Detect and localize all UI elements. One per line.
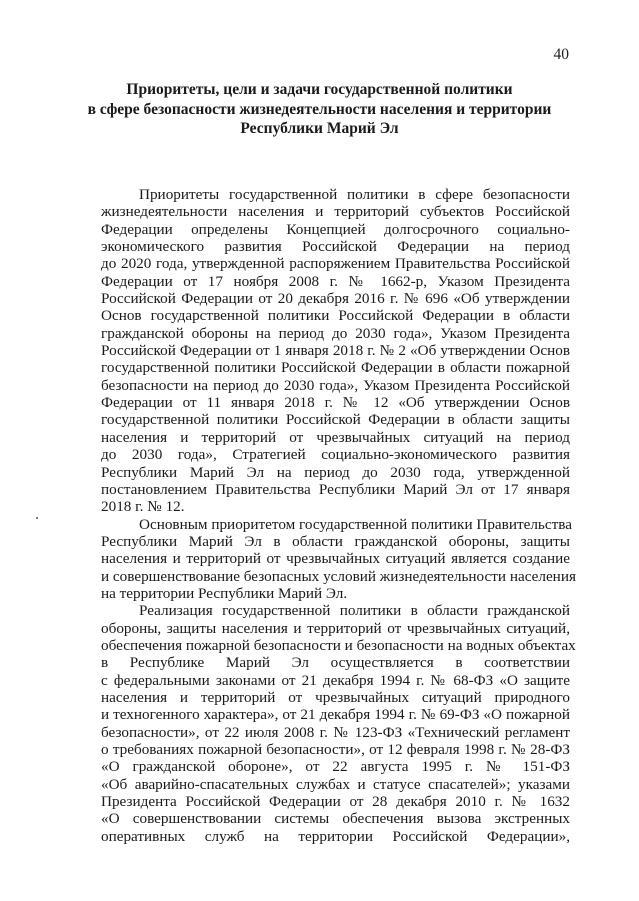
paragraph-line: «Об аварийно-спасательных службах и статусе спасателей»; указами	[101, 775, 570, 793]
paragraph-line: 2018 г. № 12.	[101, 498, 185, 516]
document-body	[101, 186, 576, 845]
paragraph-line: на территории Республики Марий Эл.	[101, 584, 348, 602]
paragraph-line: о требованиях пожарной безопасности», от 12 февраля 1998 г. № 28-ФЗ	[101, 741, 570, 758]
paragraph-line: Республики Марий Эл на период до 2030 года, утвержденной	[101, 463, 570, 481]
paragraph-line: Приоритеты государственной политики в сфере безопасности	[139, 186, 570, 203]
paragraph-line: Республики Марий Эл в области гражданской обороны, защиты	[101, 532, 570, 550]
paragraph-line: Основным приоритетом государственной политики Правительства	[139, 515, 572, 533]
paragraph-line: жизнедеятельности населения и территорий субъектов Российской	[101, 203, 570, 221]
paragraph-line: населения и территорий от чрезвычайных ситуаций на период	[101, 428, 570, 446]
paragraph-line: Федерации от 17 ноября 2008 г. № 1662-р, Указом Президента	[101, 272, 570, 290]
paragraph-line: оперативных служб на территории Российской Федерации»,	[101, 827, 570, 845]
paragraph-line: с федеральными законами от 21 декабря 1994 г. № 68-ФЗ «О защите	[101, 671, 570, 689]
paragraph-line: до 2030 года», Стратегией социально-экономического развития	[101, 446, 570, 464]
page-number: 40	[553, 46, 569, 63]
paragraph	[101, 186, 570, 516]
paragraph-line: «О совершенствовании системы обеспечения вызова экстренных	[101, 810, 570, 828]
paragraph-line: постановлением Правительства Республики Марий Эл от 17 января	[101, 480, 570, 498]
paragraph-line: в Республике Марий Эл осуществляется в соответствии	[101, 654, 570, 672]
paragraph-line: гражданской обороны на период до 2030 года», Указом Президента	[101, 324, 570, 342]
paragraph-line: обороны, защиты населения и территорий от чрезвычайных ситуаций,	[101, 619, 570, 637]
paragraph-line: безопасности на период до 2030 года», Указом Президента Российской	[101, 376, 570, 394]
paragraph-line: Российской Федерации от 20 декабря 2016 г. № 696 «Об утверждении	[101, 290, 570, 308]
paragraph-line: государственной политики Российской Федерации в области защиты	[101, 411, 570, 429]
section-title-line-1: Приоритеты, цели и задачи государственной политики	[126, 81, 513, 98]
paragraph-line: населения и территорий от чрезвычайных ситуаций является создание	[101, 550, 570, 568]
paragraph-line: «О гражданской обороне», от 22 августа 1995 г. № 151-ФЗ	[101, 758, 570, 776]
paragraph-line: и совершенствование безопасных условий жизнедеятельности населения	[101, 567, 576, 585]
paragraph-line: до 2020 года, утвержденной распоряжением Правительства Российской	[101, 255, 570, 273]
paragraph-line: Федерации определены Концепцией долгосрочного социально-	[101, 220, 570, 238]
paragraph-line: Федерации от 11 января 2018 г. № 12 «Об утверждении Основ	[101, 394, 570, 412]
paragraph-line: и техногенного характера», от 21 декабря 1994 г. № 69-ФЗ «О пожарной	[101, 706, 570, 724]
paragraph-line: Президента Российской Федерации от 28 декабря 2010 г. № 1632	[101, 793, 570, 811]
paragraph	[101, 515, 576, 603]
paragraph-line: Реализация государственной политики в области гражданской	[139, 602, 570, 620]
paragraph-line: обеспечения пожарной безопасности и безопасности на водных объектах	[101, 636, 576, 654]
paragraph-line: экономического развития Российской Федерации на период	[101, 238, 570, 256]
paragraph	[101, 602, 576, 845]
section-title-line-2: в сфере безопасности жизнедеятельности населения и территории	[87, 100, 552, 118]
paragraph-line: государственной политики Российской Федерации в области пожарной	[101, 359, 570, 377]
section-title	[60, 80, 579, 139]
scan-artifact-dot	[36, 517, 38, 519]
paragraph-line: безопасности», от 22 июля 2008 г. № 123-ФЗ «Технический регламент	[101, 723, 570, 741]
paragraph-line: Основ государственной политики Российской Федерации в области	[101, 307, 570, 325]
section-title-line-3: Республики Марий Эл	[240, 120, 399, 137]
paragraph-line: Российской Федерации от 1 января 2018 г. № 2 «Об утверждении Основ	[101, 342, 570, 360]
paragraph-line: населения и территорий от чрезвычайных ситуаций природного	[101, 688, 570, 706]
